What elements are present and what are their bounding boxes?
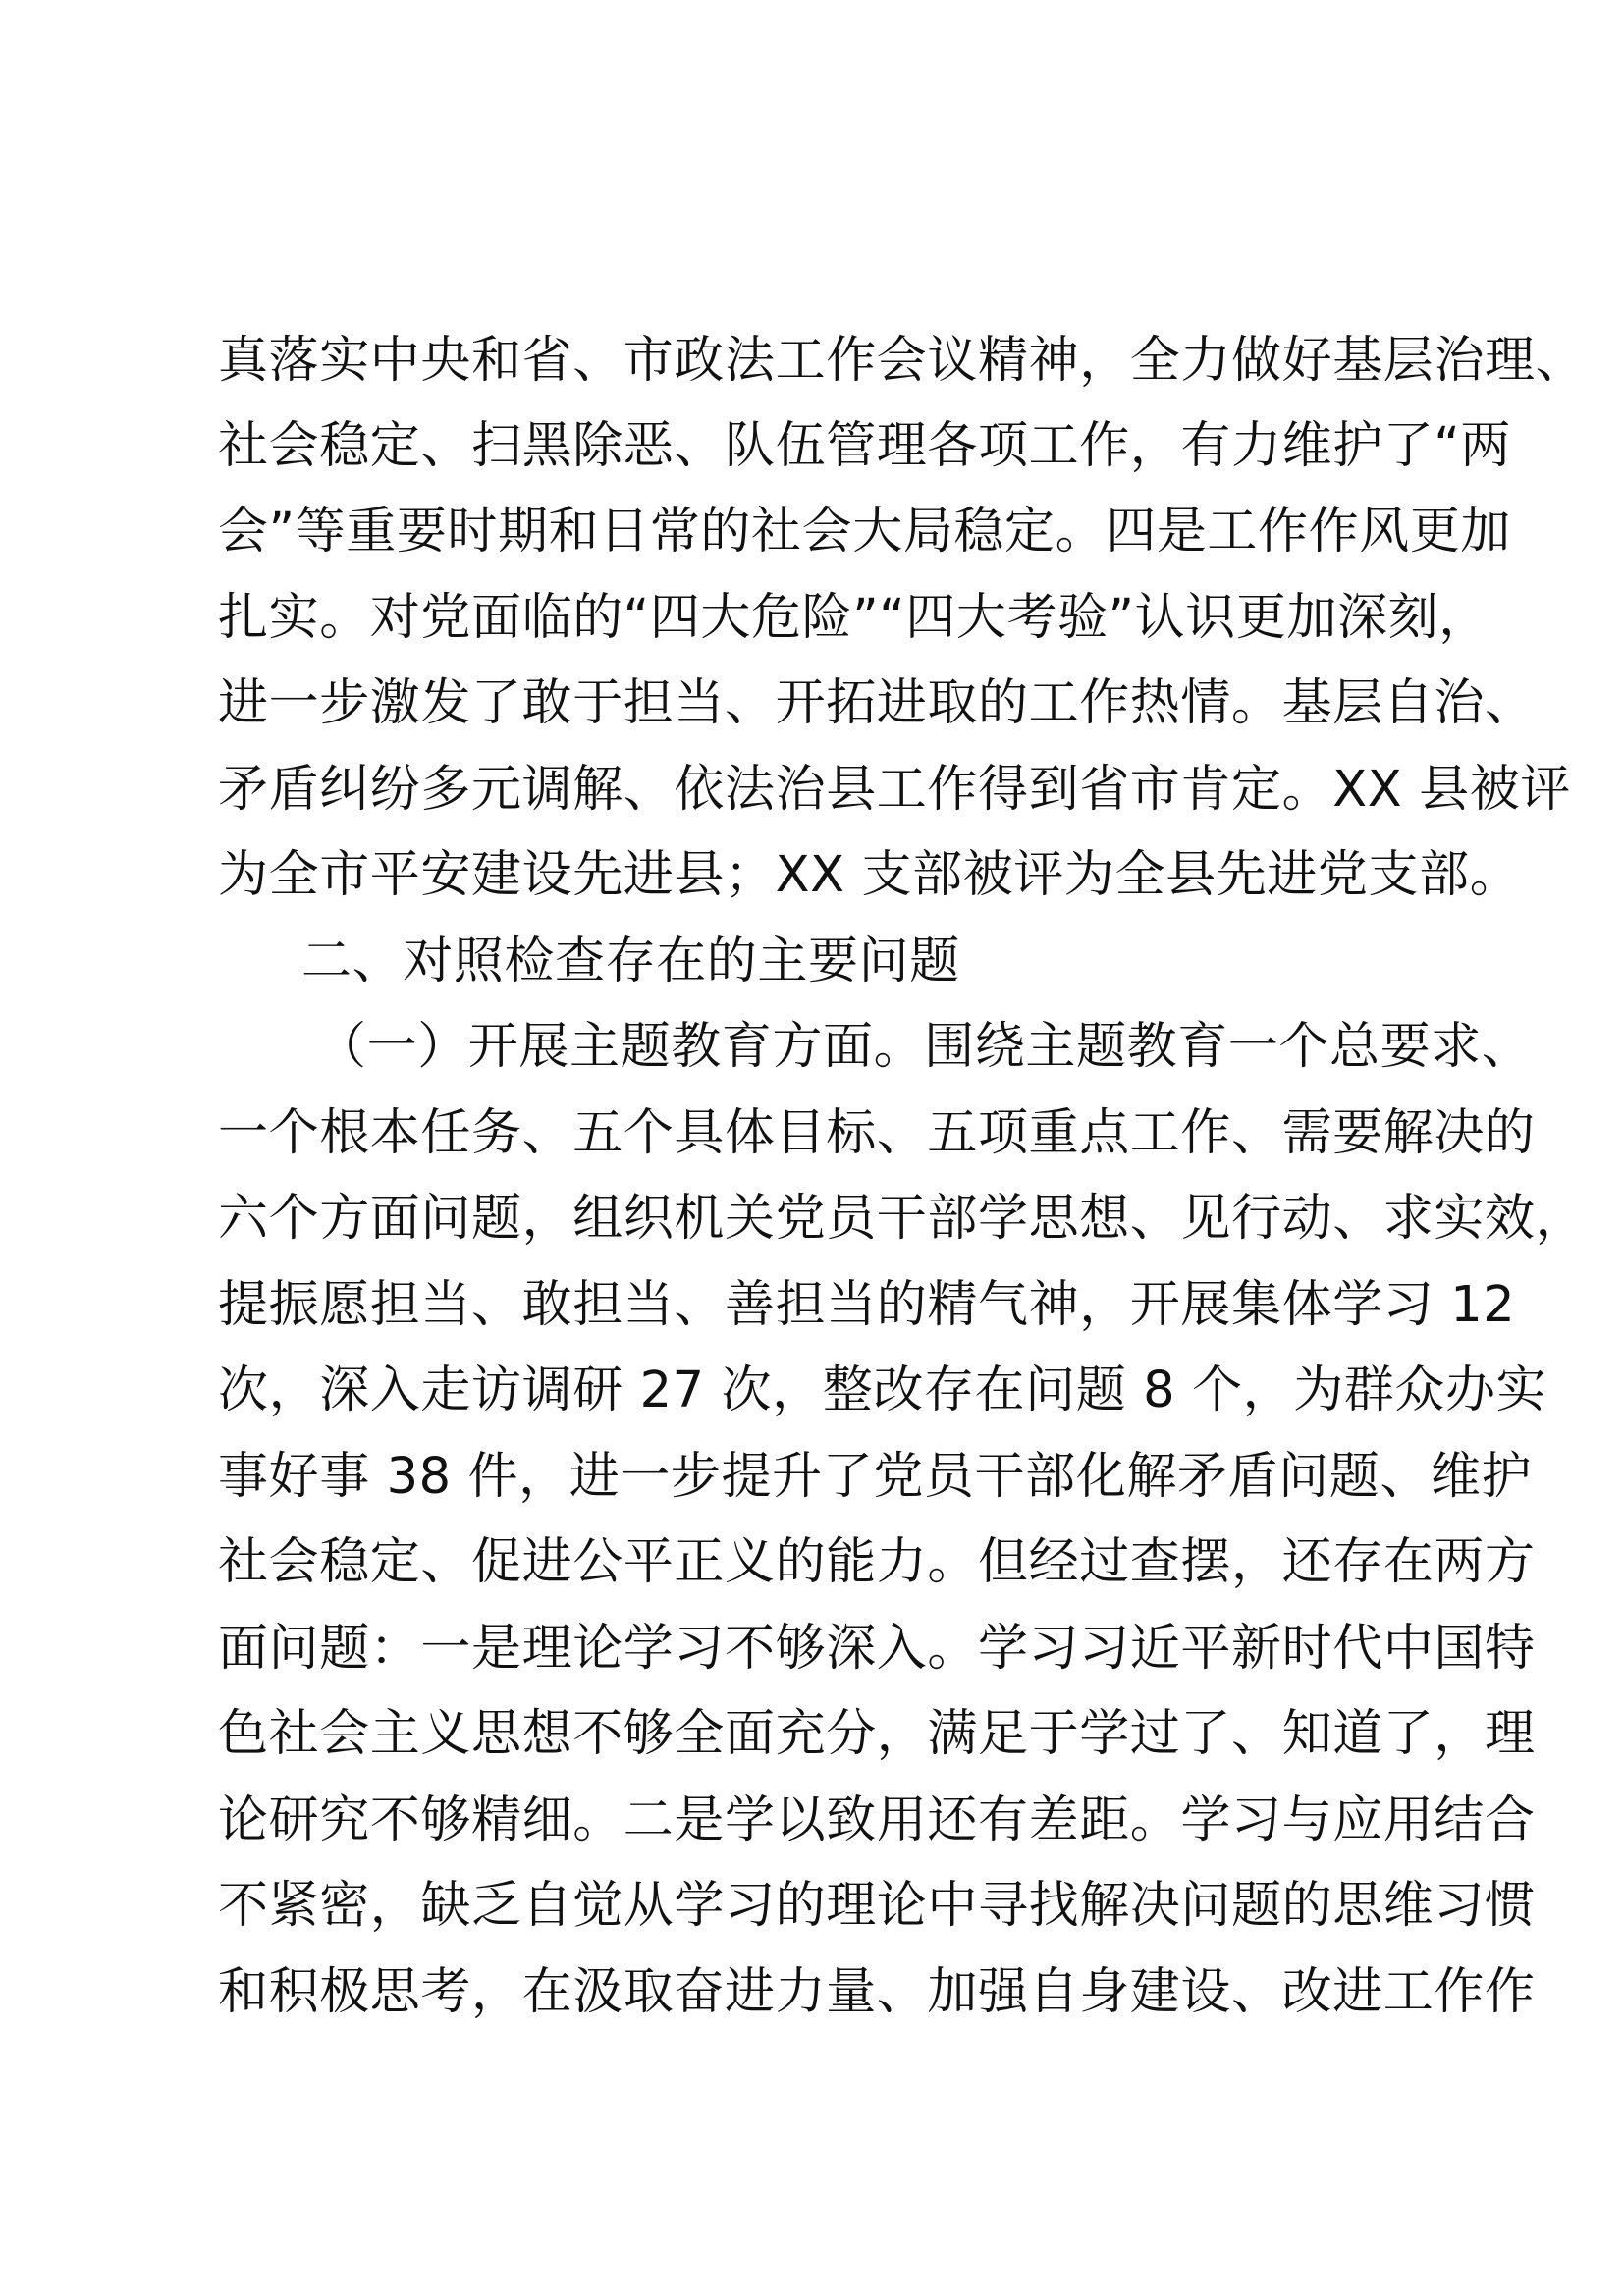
subsection-line: （一）开展主题教育方面。围绕主题教育一个总要求、 bbox=[316, 1018, 1533, 1076]
subsection-line: 六个方面问题，组织机关党员干部学思想、见行动、求实效， bbox=[218, 1190, 1587, 1248]
subsection-line: 不紧密，缺乏自觉从学习的理论中寻找解决问题的思维习惯 bbox=[218, 1877, 1536, 1935]
subsection-line: 事好事 38 件，进一步提升了党员干部化解矛盾问题、维护 bbox=[218, 1448, 1533, 1506]
paragraph-line: 会”等重要时期和日常的社会大局稳定。四是工作作风更加 bbox=[218, 503, 1512, 561]
paragraph-line: 为全市平安建设先进县；XX 支部被评为全县先进党支部。 bbox=[218, 846, 1521, 904]
subsection-line: 论研究不够精细。二是学以致用还有差距。学习与应用结合 bbox=[218, 1791, 1536, 1849]
subsection-line: 社会稳定、促进公平正义的能力。但经过查摆，还存在两方 bbox=[218, 1533, 1536, 1591]
subsection-line: 一个根本任务、五个具体目标、五项重点工作、需要解决的 bbox=[218, 1104, 1536, 1162]
paragraph-line: 进一步激发了敢于担当、开拓进取的工作热情。基层自治、 bbox=[218, 674, 1536, 732]
paragraph-line: 矛盾纠纷多元调解、依法治县工作得到省市肯定。XX 县被评 bbox=[218, 761, 1571, 819]
subsection-line: 提振愿担当、敢担当、善担当的精气神，开展集体学习 12 bbox=[218, 1276, 1516, 1334]
subsection-line: 和积极思考，在汲取奋进力量、加强自身建设、改进工作作 bbox=[218, 1963, 1536, 2021]
subsection-line: 次，深入走访调研 27 次，整改存在问题 8 个，为群众办实 bbox=[218, 1362, 1547, 1419]
subsection-line: 面问题：一是理论学习不够深入。学习习近平新时代中国特 bbox=[218, 1620, 1536, 1678]
paragraph-line: 社会稳定、扫黑除恶、队伍管理各项工作，有力维护了“两 bbox=[218, 417, 1512, 475]
subsection-line: 色社会主义思想不够全面充分，满足于学过了、知道了，理 bbox=[218, 1705, 1536, 1763]
paragraph-line: 真落实中央和省、市政法工作会议精神，全力做好基层治理、 bbox=[218, 332, 1587, 390]
section-heading: 二、对照检查存在的主要问题 bbox=[301, 933, 960, 990]
paragraph-line: 扎实。对党面临的“四大危险”“四大考验”认识更加深刻， bbox=[218, 589, 1489, 647]
